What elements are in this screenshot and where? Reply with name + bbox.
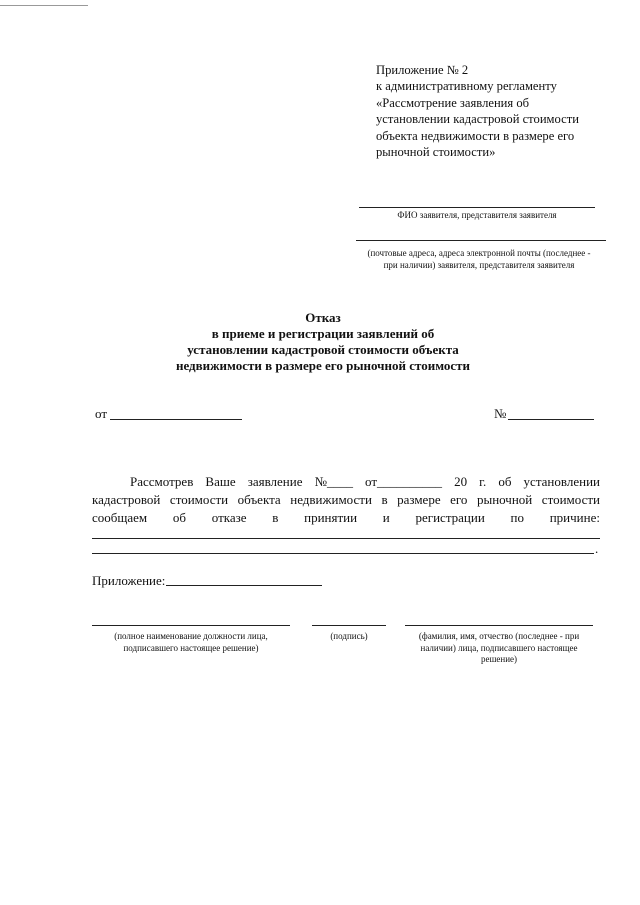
body-word: причине: — [549, 510, 600, 525]
body-word: рыночной — [476, 492, 533, 507]
number-field[interactable] — [508, 419, 594, 420]
annex-line: к административному регламенту — [376, 79, 557, 94]
applicant-address-caption — [348, 248, 610, 271]
title-line: установлении кадастровой стоимости объекта — [187, 342, 459, 357]
annex-line: установлении кадастровой стоимости — [376, 112, 579, 127]
number-label: № — [494, 406, 507, 421]
signature-caption: (подпись) — [330, 631, 368, 641]
reason-field-line-1[interactable] — [92, 538, 600, 539]
full-name-field[interactable] — [405, 625, 593, 626]
body-word: 20 — [454, 474, 468, 489]
annex-line: «Рассмотрение заявления об — [376, 95, 530, 110]
attachment-label: Приложение: — [92, 573, 166, 588]
position-field[interactable] — [92, 625, 290, 626]
caption-line: (почтовые адреса, адреса электронной почты (последнее - — [367, 248, 591, 258]
signature-field[interactable] — [312, 625, 386, 626]
body-line-1 — [130, 474, 600, 490]
scan-edge-line — [0, 5, 88, 6]
body-word: №____ — [314, 474, 353, 489]
body-word: принятии — [304, 510, 358, 525]
body-word: г. — [479, 474, 487, 489]
applicant-address-field[interactable] — [356, 240, 606, 241]
body-word: об — [172, 510, 187, 525]
body-word: его — [450, 492, 468, 507]
applicant-fio-caption: ФИО заявителя, представителя заявителя — [397, 210, 557, 220]
date-field[interactable] — [110, 419, 242, 420]
body-word: отказе — [211, 510, 247, 525]
body-line-2 — [92, 492, 600, 508]
body-word: и — [382, 510, 390, 525]
attachment-field[interactable] — [166, 585, 322, 586]
body-word: по — [510, 510, 524, 525]
from-label: от — [95, 406, 108, 421]
body-word: недвижимости — [290, 492, 372, 507]
body-word: об — [498, 474, 512, 489]
body-word: Ваше — [205, 474, 236, 489]
body-word: в — [272, 510, 279, 525]
reason-field-line-2[interactable] — [92, 553, 594, 554]
body-word: установлении — [523, 474, 600, 489]
body-word: объекта — [237, 492, 281, 507]
body-word: сообщаем — [92, 510, 148, 525]
annex-block — [376, 62, 579, 160]
caption-line: наличии) лица, подписавшего настоящее — [420, 642, 578, 653]
caption-line: (полное наименование должности лица, — [114, 631, 268, 641]
title-line: в приеме и регистрации заявлений об — [211, 326, 435, 341]
annex-line: рыночной стоимости» — [376, 145, 496, 160]
body-word: стоимости — [169, 492, 229, 507]
body-line-3 — [92, 510, 600, 526]
body-word: регистрации — [415, 510, 485, 525]
body-word: заявление — [247, 474, 303, 489]
annex-line: Приложение № 2 — [376, 63, 469, 77]
full-name-caption — [399, 631, 599, 666]
annex-line: объекта недвижимости в размере его — [376, 128, 575, 143]
reason-end-dot: . — [595, 541, 599, 556]
body-word: Рассмотрев — [130, 474, 194, 489]
applicant-fio-field[interactable] — [359, 207, 595, 208]
body-word: в — [381, 492, 388, 507]
caption-line: при наличии) заявителя, представителя заявителя — [383, 259, 575, 270]
title-line: недвижимости в размере его рыночной стоимости — [175, 358, 471, 373]
caption-line: (фамилия, имя, отчество (последнее - при — [418, 631, 580, 641]
position-caption — [88, 631, 294, 654]
body-word: размере — [397, 492, 441, 507]
body-word: кадастровой — [92, 492, 161, 507]
document-title — [120, 310, 526, 374]
body-word: от__________ — [365, 474, 443, 489]
caption-line: подписавшего настоящее решение) — [123, 642, 259, 653]
body-word: стоимости — [541, 492, 600, 507]
title-line: Отказ — [305, 310, 341, 325]
caption-line: решение) — [480, 654, 518, 664]
